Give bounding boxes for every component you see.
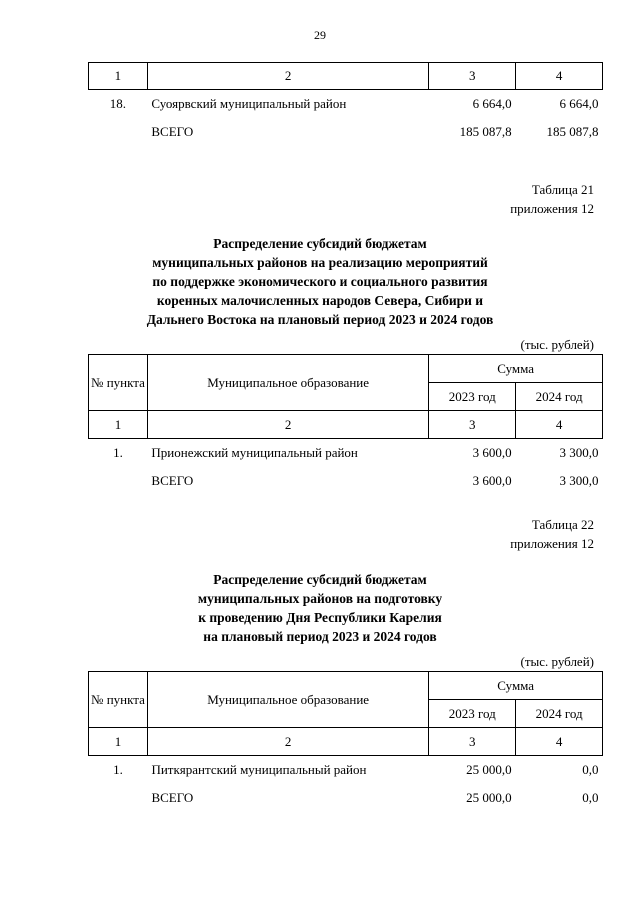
- total-2024: 185 087,8: [546, 124, 599, 139]
- header-row: [89, 672, 603, 700]
- heading-line: к проведению Дня Республики Карелия: [198, 610, 442, 625]
- col-2023-header: 2023 год: [429, 700, 516, 728]
- column-index-cell: 3: [429, 411, 516, 439]
- total-2023: 185 087,8: [459, 124, 512, 139]
- table21-caption: [510, 180, 594, 218]
- table21-caption-line: приложения 12: [510, 201, 594, 216]
- municipality-name: Суоярвский муниципальный район: [151, 96, 347, 111]
- row-number: [89, 118, 148, 146]
- heading-line: муниципальных районов на подготовку: [197, 591, 443, 606]
- value-2023: 6 664,0: [472, 96, 512, 111]
- column-index-cell: 3: [429, 63, 516, 90]
- value-2024: 0,0: [582, 762, 599, 777]
- municipality-name: Питкярантский муниципальный район: [151, 762, 367, 777]
- col-2024-header: 2024 год: [516, 700, 603, 728]
- table22-caption-line: Таблица 22: [531, 517, 594, 532]
- column-index-cell: 2: [147, 411, 428, 439]
- value-2023: 3 600,0: [472, 445, 512, 460]
- row-number: [89, 467, 148, 495]
- table22: [88, 671, 603, 812]
- column-index-cell: 3: [429, 728, 516, 756]
- value-2024: 6 664,0: [559, 96, 599, 111]
- table22-heading: [0, 570, 640, 646]
- heading-line: Дальнего Востока на плановый период 2023 и 2024 годов: [146, 312, 494, 327]
- heading-line: коренных малочисленных народов Севера, Сибири и: [156, 293, 484, 308]
- column-index-row: [89, 728, 603, 756]
- total-2023: 25 000,0: [466, 790, 512, 805]
- header-row: [89, 355, 603, 383]
- value-2024: 3 300,0: [559, 445, 599, 460]
- row-number: 1.: [113, 762, 123, 777]
- table21: [88, 354, 603, 495]
- column-index-cell: 1: [89, 728, 148, 756]
- table21-caption-line: Таблица 21: [531, 182, 594, 197]
- row-number: 18.: [109, 96, 127, 111]
- total-2024: 3 300,0: [559, 473, 599, 488]
- heading-line: муниципальных районов на реализацию мероприятий: [152, 255, 488, 270]
- col-sum-header: Сумма: [429, 672, 603, 700]
- row-number: [89, 784, 148, 812]
- row-number: 1.: [113, 445, 123, 460]
- table21-heading: [0, 234, 640, 329]
- col-2023-header: 2023 год: [429, 383, 516, 411]
- value-2023: 25 000,0: [466, 762, 512, 777]
- table-row: [89, 90, 603, 119]
- col-name-header: Муниципальное образование: [147, 672, 428, 728]
- heading-line: на плановый период 2023 и 2024 годов: [203, 629, 437, 644]
- column-index-cell: 4: [516, 63, 603, 90]
- total-label: ВСЕГО: [151, 124, 194, 139]
- column-index-row: [89, 411, 603, 439]
- total-label: ВСЕГО: [151, 790, 194, 805]
- column-index-cell: 1: [89, 411, 148, 439]
- total-label: ВСЕГО: [151, 473, 194, 488]
- column-index-cell: 1: [89, 63, 148, 90]
- total-row: [89, 467, 603, 495]
- table-row: [89, 439, 603, 468]
- col-number-header: № пункта: [89, 355, 148, 411]
- table22-caption: [510, 515, 594, 553]
- heading-line: по поддержке экономического и социального развития: [152, 274, 488, 289]
- col-2024-header: 2024 год: [516, 383, 603, 411]
- col-sum-header: Сумма: [429, 355, 603, 383]
- total-2024: 0,0: [582, 790, 599, 805]
- col-number-header: № пункта: [89, 672, 148, 728]
- table21-units: (тыс. рублей): [520, 337, 594, 352]
- total-row: [89, 118, 603, 146]
- table22-units: (тыс. рублей): [520, 654, 594, 669]
- column-index-cell: 4: [516, 411, 603, 439]
- municipality-name: Прионежский муниципальный район: [151, 445, 358, 460]
- continuation-table: [88, 62, 603, 146]
- heading-line: Распределение субсидий бюджетам: [213, 572, 427, 587]
- total-2023: 3 600,0: [472, 473, 512, 488]
- page-number: 29: [314, 28, 326, 42]
- column-index-cell: 4: [516, 728, 603, 756]
- heading-line: Распределение субсидий бюджетам: [213, 236, 427, 251]
- col-name-header: Муниципальное образование: [147, 355, 428, 411]
- column-index-row: [89, 63, 603, 90]
- table22-caption-line: приложения 12: [510, 536, 594, 551]
- column-index-cell: 2: [147, 63, 428, 90]
- table-row: [89, 756, 603, 785]
- column-index-cell: 2: [147, 728, 428, 756]
- total-row: [89, 784, 603, 812]
